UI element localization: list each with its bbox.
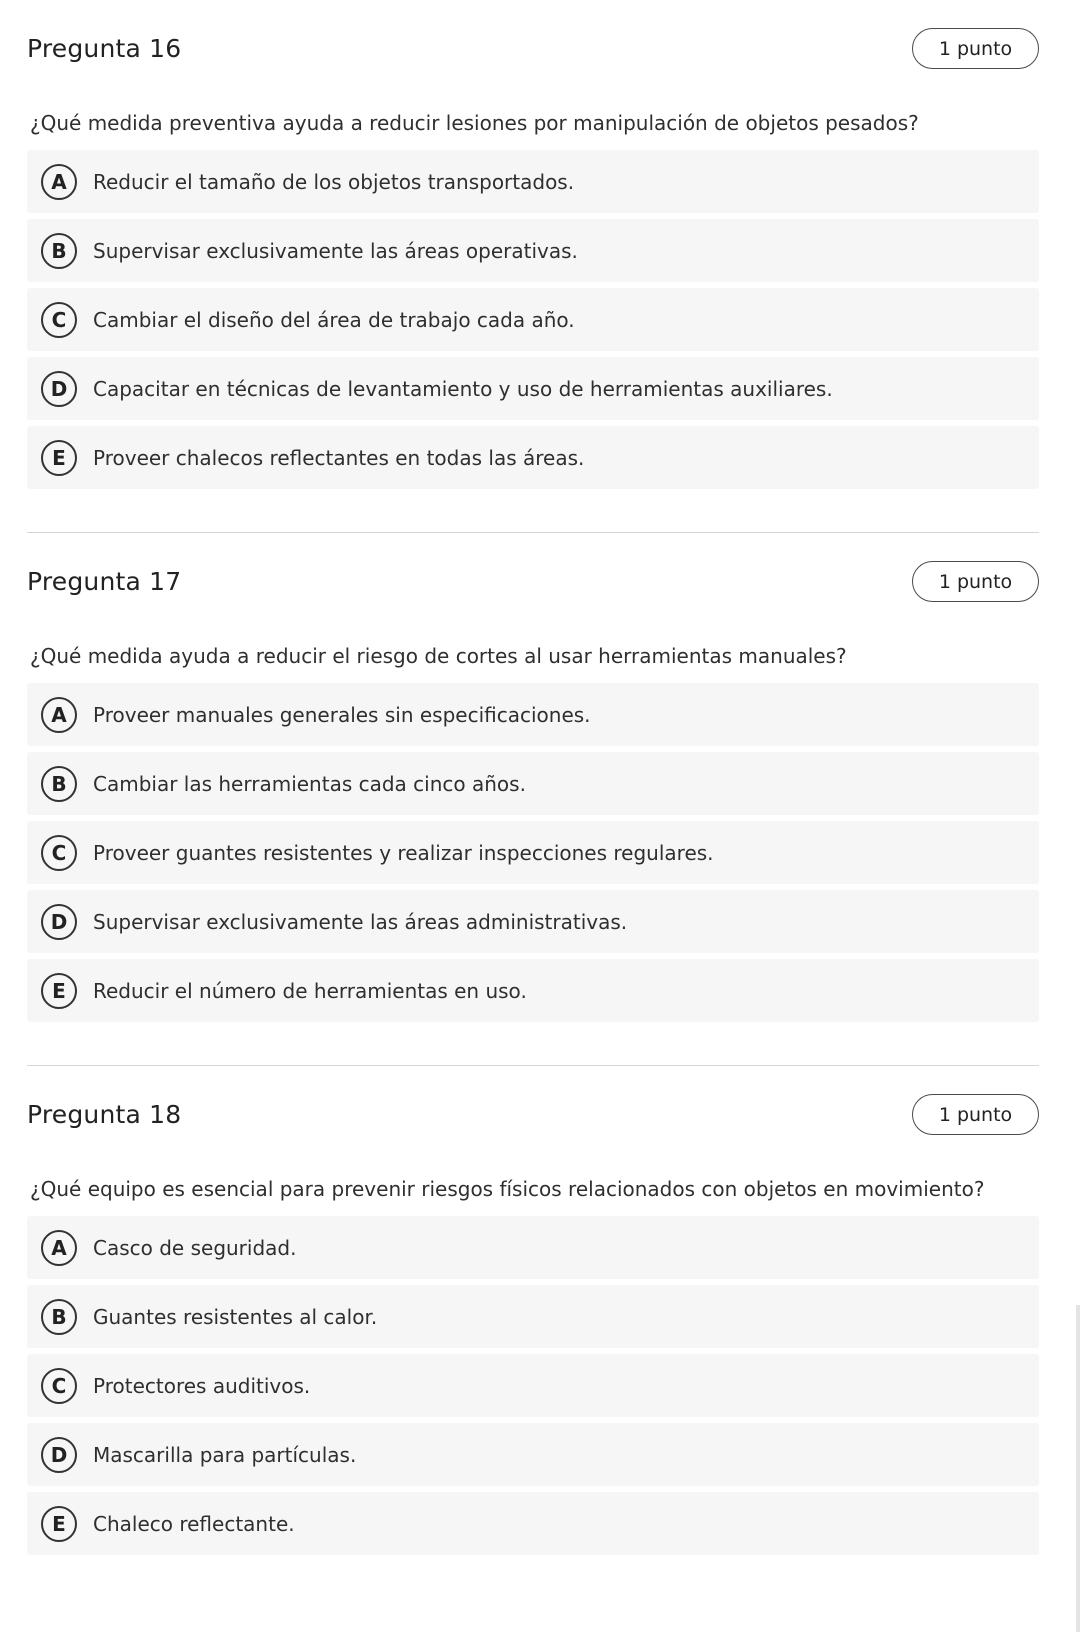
option-label: Mascarilla para partículas.: [93, 1442, 357, 1467]
question-18: [27, 1093, 1039, 1555]
option-label: Proveer chalecos reflectantes en todas las áreas.: [93, 445, 585, 470]
answer-options: [27, 1216, 1039, 1555]
option-c[interactable]: [27, 821, 1039, 884]
option-label: Supervisar exclusivamente las áreas operativas.: [93, 238, 578, 263]
option-a[interactable]: [27, 150, 1039, 213]
option-label: Proveer guantes resistentes y realizar inspecciones regulares.: [93, 840, 714, 865]
option-label: Supervisar exclusivamente las áreas administrativas.: [93, 909, 628, 934]
option-e[interactable]: [27, 959, 1039, 1022]
option-a[interactable]: [27, 1216, 1039, 1279]
option-label: Reducir el número de herramientas en uso.: [93, 978, 527, 1003]
option-letter: E: [41, 1506, 77, 1542]
points-badge: 1 punto: [912, 1094, 1039, 1135]
option-d[interactable]: [27, 357, 1039, 420]
option-b[interactable]: [27, 752, 1039, 815]
answer-options: [27, 150, 1039, 489]
points-badge: 1 punto: [912, 28, 1039, 69]
section-divider: [27, 1065, 1039, 1066]
question-17: [27, 560, 1039, 1066]
option-letter: A: [41, 164, 77, 200]
option-label: Cambiar las herramientas cada cinco años.: [93, 771, 526, 796]
option-label: Reducir el tamaño de los objetos transportados.: [93, 169, 575, 194]
option-e[interactable]: [27, 426, 1039, 489]
option-a[interactable]: [27, 683, 1039, 746]
option-c[interactable]: [27, 288, 1039, 351]
scrollbar[interactable]: [1076, 1305, 1080, 1632]
option-letter: C: [41, 835, 77, 871]
option-letter: A: [41, 1230, 77, 1266]
option-letter: E: [41, 440, 77, 476]
option-letter: C: [41, 302, 77, 338]
option-d[interactable]: [27, 890, 1039, 953]
question-text: ¿Qué medida ayuda a reducir el riesgo de cortes al usar herramientas manuales?: [30, 644, 847, 668]
option-letter: C: [41, 1368, 77, 1404]
option-letter: B: [41, 233, 77, 269]
question-header: [27, 1093, 1039, 1136]
points-badge: 1 punto: [912, 561, 1039, 602]
question-16: [27, 27, 1039, 533]
option-b[interactable]: [27, 1285, 1039, 1348]
option-letter: A: [41, 697, 77, 733]
question-header: [27, 27, 1039, 70]
option-letter: B: [41, 1299, 77, 1335]
section-divider: [27, 532, 1039, 533]
option-c[interactable]: [27, 1354, 1039, 1417]
option-letter: D: [41, 371, 77, 407]
option-letter: D: [41, 904, 77, 940]
question-text: ¿Qué equipo es esencial para prevenir riesgos físicos relacionados con objetos en movimiento?: [30, 1177, 985, 1201]
option-label: Cambiar el diseño del área de trabajo cada año.: [93, 307, 575, 332]
option-d[interactable]: [27, 1423, 1039, 1486]
answer-options: [27, 683, 1039, 1022]
option-letter: B: [41, 766, 77, 802]
option-label: Protectores auditivos.: [93, 1373, 311, 1398]
option-label: Proveer manuales generales sin especificaciones.: [93, 702, 591, 727]
question-title: Pregunta 17: [27, 567, 182, 596]
option-label: Guantes resistentes al calor.: [93, 1304, 378, 1329]
option-label: Casco de seguridad.: [93, 1235, 297, 1260]
option-label: Chaleco reflectante.: [93, 1511, 295, 1536]
question-header: [27, 560, 1039, 603]
option-letter: D: [41, 1437, 77, 1473]
option-e[interactable]: [27, 1492, 1039, 1555]
question-title: Pregunta 16: [27, 34, 182, 63]
question-text: ¿Qué medida preventiva ayuda a reducir lesiones por manipulación de objetos pesados?: [30, 111, 919, 135]
option-label: Capacitar en técnicas de levantamiento y uso de herramientas auxiliares.: [93, 376, 833, 401]
question-title: Pregunta 18: [27, 1100, 182, 1129]
quiz-container: [27, 0, 1039, 1561]
option-letter: E: [41, 973, 77, 1009]
option-b[interactable]: [27, 219, 1039, 282]
